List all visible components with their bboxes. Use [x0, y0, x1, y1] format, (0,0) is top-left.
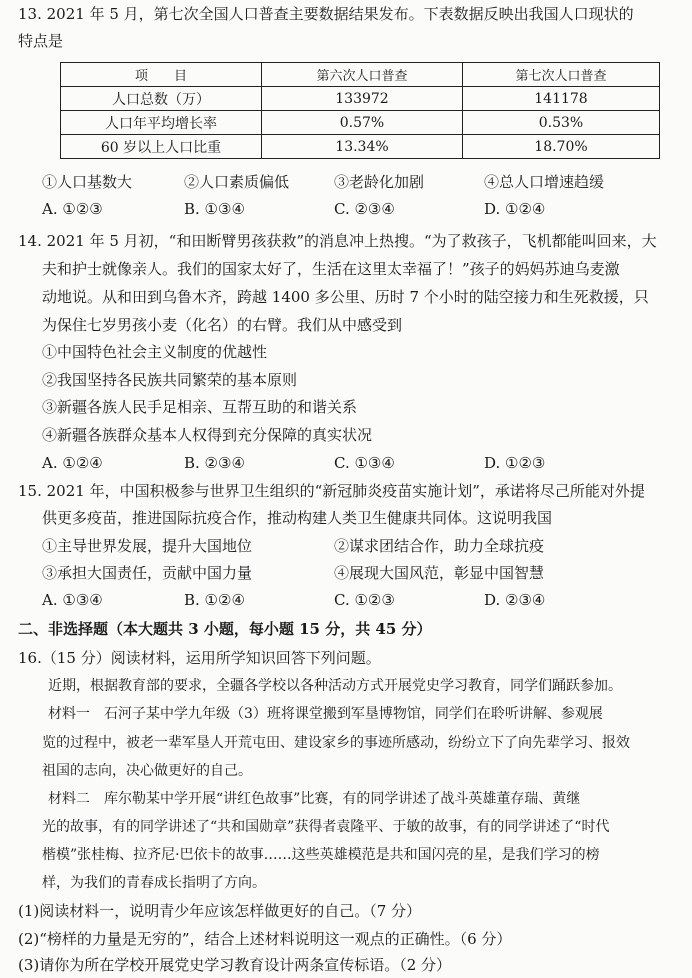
- q14-stem-line-1: 14. 2021 年 5 月初，“和田断臂男孩获救”的消息冲上热搜。“为了救孩子，飞机都能叫回来，大: [18, 232, 657, 250]
- q14-item-4: ④新疆各族群众基本人权得到充分保障的真实状况: [42, 426, 373, 444]
- q14-stem-line-4: 为保住七岁男孩小麦（化名）的右臂。我们从中感受到: [42, 316, 403, 334]
- table-cell: 0.53%: [463, 111, 660, 135]
- q15-stem-line-2: 供更多疫苗，推进国际抗疫合作，推动构建人类卫生健康共同体。这说明我国: [42, 509, 553, 527]
- q16-material-2-line-3: 楷模”张桂梅、拉齐尼·巴依卡的故事……这些英雄模范是共和国闪亮的星，是我们学习的榜: [42, 847, 600, 863]
- q16-material-intro: 近期，根据教育部的要求，全疆各学校以各种活动方式开展党史学习教育，同学们踊跃参加。: [48, 678, 622, 694]
- q16-subquestion-1: (1)阅读材料一，说明青少年应该怎样做更好的自己。（7 分）: [18, 902, 422, 920]
- q14-choice-b: B. ②③④: [184, 454, 245, 472]
- q13-choice-d: D. ①②④: [484, 200, 546, 218]
- q13-stem-line-2: 特点是: [18, 32, 64, 50]
- q14-choice-a: A. ①②④: [42, 454, 103, 472]
- q14-item-3: ③新疆各族人民手足相亲、互帮互助的和谐关系: [42, 398, 358, 416]
- table-cell: 18.70%: [463, 135, 660, 159]
- table-row: [61, 87, 660, 111]
- q16-material-1-line-2: 览的过程中，被老一辈军垦人开荒屯田、建设家乡的事迹所感动，纷纷立下了向先辈学习、报效: [42, 735, 630, 751]
- q13-stem-line-1: 13. 2021 年 5 月，第七次全国人口普查主要数据结果发布。下表数据反映出我国人口现状的: [18, 5, 634, 23]
- q15-item-2: ②谋求团结合作，助力全球抗疫: [334, 537, 545, 555]
- q16-material-1-line-3: 祖国的志向，决心做更好的自己。: [42, 763, 252, 779]
- q13-choice-b: B. ①③④: [184, 200, 245, 218]
- table-cell: 0.57%: [262, 111, 463, 135]
- q15-choice-a: A. ①③④: [42, 591, 103, 609]
- q16-material-2-line-4: 样，为我们的青春成长指明了方向。: [42, 875, 266, 891]
- table-cell: 133972: [262, 87, 463, 111]
- q13-item-1: ①人口基数大: [42, 173, 133, 191]
- population-census-table: [60, 62, 660, 159]
- q13-choice-c: C. ②③④: [334, 200, 395, 218]
- q14-stem-line-3: 动地说。从和田到乌鲁木齐，跨越 1400 多公里、历时 7 个小时的陆空接力和生死救援，只: [42, 288, 649, 306]
- q13-item-3: ③老龄化加剧: [334, 173, 425, 191]
- q13-item-4: ④总人口增速趋缓: [484, 173, 605, 191]
- q16-material-1-line-1: 材料一 石河子某中学九年级（3）班将课堂搬到军垦博物馆，同学们在聆听讲解、参观展: [48, 706, 603, 722]
- q14-item-1: ①中国特色社会主义制度的优越性: [42, 343, 268, 361]
- table-row: [61, 135, 660, 159]
- q15-item-3: ③承担大国责任，贡献中国力量: [42, 564, 253, 582]
- table-cell: 60 岁以上人口比重: [61, 135, 262, 159]
- q16-subquestion-3: (3)请你为所在学校开展党史学习教育设计两条宣传标语。（2 分）: [18, 956, 452, 974]
- table-cell: 141178: [463, 87, 660, 111]
- table-header-row: [61, 63, 660, 87]
- q16-material-2-line-2: 光的故事，有的同学讲述了“共和国勋章”获得者袁隆平、于敏的故事，有的同学讲述了“时代: [42, 819, 610, 835]
- q14-item-2: ②我国坚持各民族共同繁荣的基本原则: [42, 371, 298, 389]
- table-header-item: 项 目: [61, 63, 262, 87]
- q14-choice-c: C. ①③④: [334, 454, 395, 472]
- table-header-seventh: 第七次人口普查: [463, 63, 660, 87]
- q14-choice-d: D. ①②③: [484, 454, 546, 472]
- q13-item-2: ②人口素质偏低: [184, 173, 290, 191]
- q15-choice-b: B. ①②④: [184, 591, 245, 609]
- table-row: [61, 111, 660, 135]
- table-cell: 13.34%: [262, 135, 463, 159]
- q14-stem-line-2: 夫和护士就像亲人。我们的国家太好了，生活在这里太幸福了！”孩子的妈妈苏迪乌麦激: [42, 260, 620, 278]
- table-cell: 人口年平均增长率: [61, 111, 262, 135]
- q15-choice-d: D. ②③④: [484, 591, 546, 609]
- section-two-heading: 二、非选择题（本大题共 3 小题，每小题 15 分，共 45 分）: [18, 620, 432, 638]
- q16-material-2-line-1: 材料二 库尔勒某中学开展“讲红色故事”比赛，有的同学讲述了战斗英雄董存瑞、黄继: [48, 791, 581, 807]
- q16-subquestion-2: (2)“榜样的力量是无穷的”，结合上述材料说明这一观点的正确性。（6 分）: [18, 930, 512, 948]
- q15-stem-line-1: 15. 2021 年，中国积极参与世界卫生组织的“新冠肺炎疫苗实施计划”，承诺将尽己所能对外提: [18, 482, 645, 500]
- q15-choice-c: C. ①②③: [334, 591, 395, 609]
- q15-item-4: ④展现大国风范，彰显中国智慧: [334, 564, 545, 582]
- q13-choice-a: A. ①②③: [42, 200, 103, 218]
- table-cell: 人口总数（万）: [61, 87, 262, 111]
- q16-stem: 16.（15 分）阅读材料，运用所学知识回答下列问题。: [18, 649, 381, 667]
- q15-item-1: ①主导世界发展，提升大国地位: [42, 537, 253, 555]
- table-header-sixth: 第六次人口普查: [262, 63, 463, 87]
